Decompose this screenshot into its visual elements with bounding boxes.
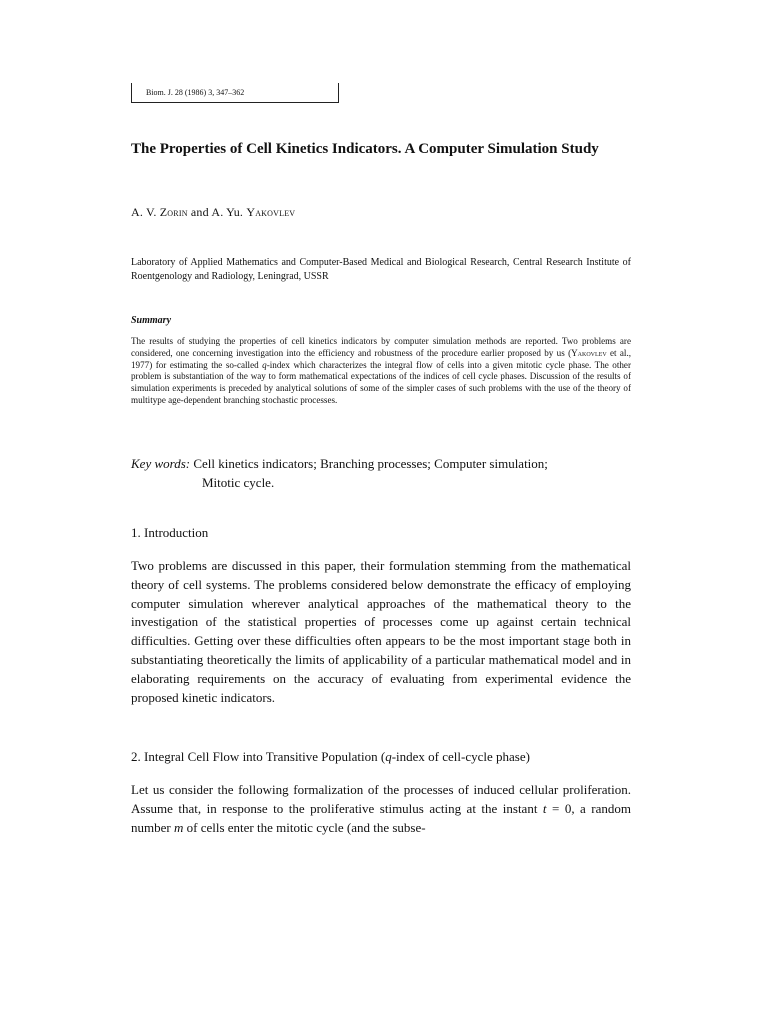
summary-part-3: -index which characterizes the integral flow of cells into a given mitotic cycle phase. The other problem is substantiation of the way to form mathematical expectations of the indices of cell cycle phases. Discussion of the results of simulation experiments is preceded by analytical solutions of some of the simpler cases of such problems with the use of the theory of multitype age-dependent branching stochastic processes. bbox=[131, 359, 631, 405]
summary-q-var: q bbox=[262, 359, 267, 370]
section-2-t-var: t bbox=[542, 800, 547, 816]
author-conjunction: and bbox=[190, 205, 209, 219]
section-2-heading-pre: 2. Integral Cell Flow into Transitive Population ( bbox=[131, 749, 386, 764]
keywords-line-1: Cell kinetics indicators; Branching processes; Computer simulation; bbox=[190, 456, 548, 471]
section-2-heading-q: q bbox=[385, 749, 392, 764]
summary-paragraph bbox=[131, 336, 631, 407]
section-2-m-var: m bbox=[173, 819, 184, 835]
paper-title: The Properties of Cell Kinetics Indicators. A Computer Simulation Study bbox=[131, 141, 599, 157]
section-2-text-c: of cells enter the mitotic cycle (and the subse- bbox=[183, 819, 426, 835]
section-2-heading-post: -index of cell-cycle phase) bbox=[391, 749, 530, 764]
author-line bbox=[131, 204, 641, 220]
section-2-heading bbox=[131, 748, 530, 766]
section-2-text-b: = 0, a random number bbox=[131, 800, 632, 835]
summary-heading: Summary bbox=[131, 315, 172, 326]
keywords bbox=[131, 454, 641, 492]
summary-part-1: The results of studying the properties of cell kinetics indicators by computer simulation methods are reported. Two problems are considered, one concerning investigation into the efficiency and robustness of the procedure earlier proposed by us ( bbox=[131, 336, 631, 358]
journal-citation bbox=[131, 83, 339, 103]
author-1-initials: A. V. bbox=[131, 205, 157, 219]
author-2-surname: Yakovlev bbox=[246, 205, 296, 219]
summary-ref-name: Yakovlev bbox=[571, 347, 607, 358]
author-1-surname: Zorin bbox=[159, 205, 188, 219]
author-2-initials: A. Yu. bbox=[211, 205, 244, 219]
keywords-label: Key words: bbox=[131, 456, 191, 471]
keywords-line-2: Mitotic cycle. bbox=[202, 475, 275, 490]
section-1-text: Two problems are discussed in this paper, their formulation stemming from the mathematical theory of cell systems. The problems considered below demonstrate the efficacy of employing computer simulation wherever analytical approaches of the mathematical theory to the investigation of the statistical properties of processes come up against certain technical difficulties. Getting over these difficulties often appears to be the most important stage both in substantiating theoretically the limits of applicability of a particular mathematical model and in elaborating requirements on the accuracy of evaluating from experimental evidence the proposed kinetic indicators. bbox=[131, 558, 631, 705]
section-2-text-a: Let us consider the following formalization of the processes of induced cellular proliferation. Assume that, in response to the proliferative stimulus acting at the instant bbox=[131, 782, 631, 816]
section-2-text bbox=[131, 781, 631, 837]
section-1-heading: 1. Introduction bbox=[131, 525, 209, 540]
affiliation: Laboratory of Applied Mathematics and Computer-Based Medical and Biological Research, Central Research Institute of Roentgenology and Radiology, Leningrad, USSR bbox=[131, 257, 631, 282]
summary-part-2: et al., 1977) for estimating the so-called bbox=[131, 347, 631, 370]
citation-text: Biom. J. 28 (1986) 3, 347–362 bbox=[146, 88, 245, 97]
